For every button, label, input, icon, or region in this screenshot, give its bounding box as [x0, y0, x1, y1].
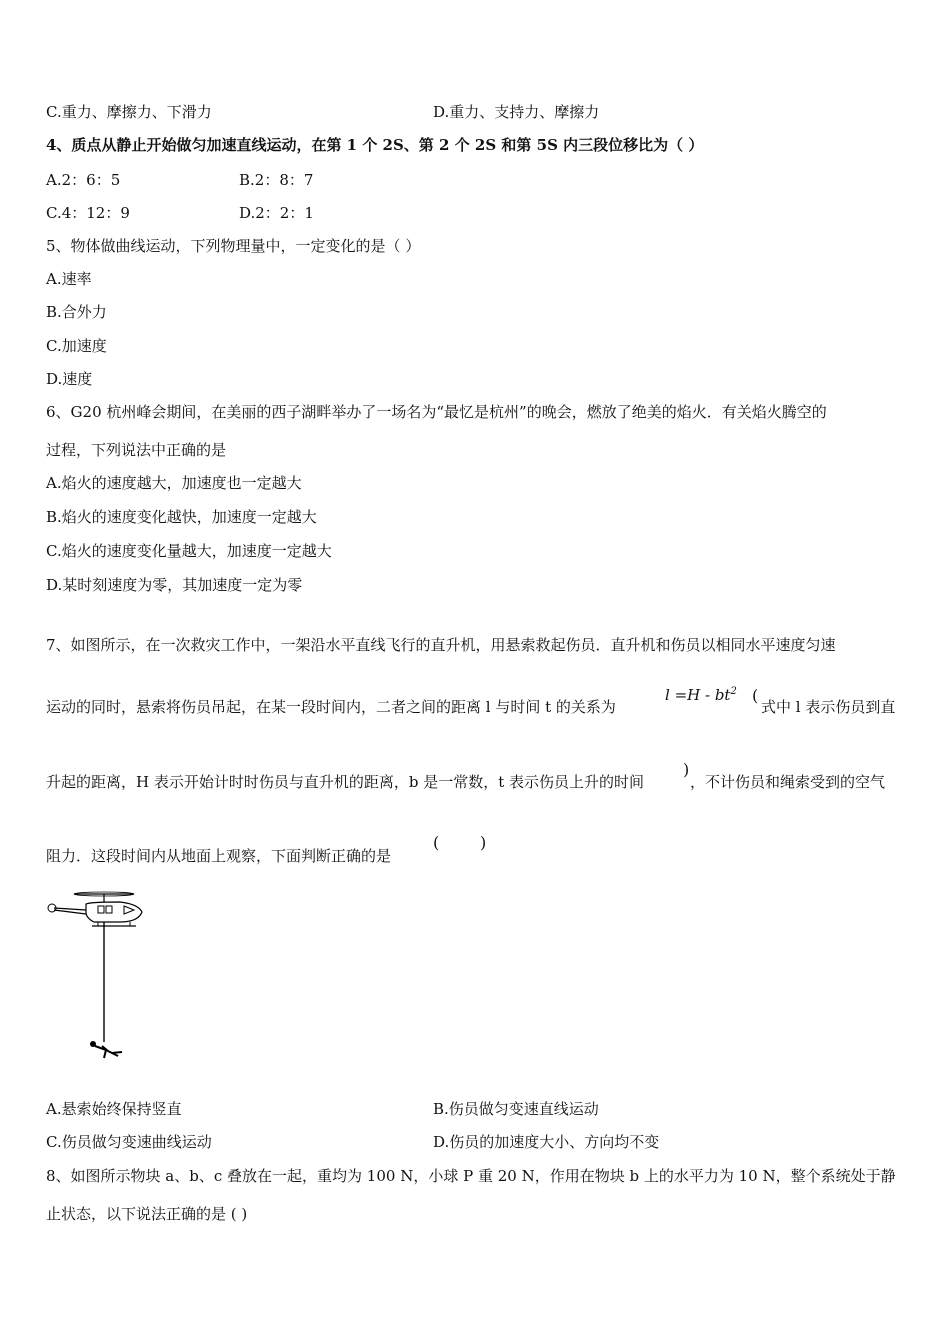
q7-line3a: 升起的距离，H 表示开始计时时伤员与直升机的距离，b 是一常数，t 表示伤员上升的时间 — [46, 773, 645, 791]
q6-option-b: B.焰火的速度变化越快，加速度一定越大 — [46, 508, 317, 526]
q6-stem-line1: 6、G20 杭州峰会期间，在美丽的西子湖畔举办了一场名为“最忆是杭州”的晚会，燃放了绝美的焰火．有关焰火腾空的 — [46, 403, 827, 421]
q8-line2: 止状态，以下说法正确的是 ( ) — [46, 1205, 248, 1223]
q5-stem: 5、物体做曲线运动，下列物理量中，一定变化的是（ ） — [46, 237, 421, 255]
q7-answer-paren-open: ( — [433, 833, 440, 852]
q7-formula-paren-close: ) — [683, 760, 690, 779]
q7-formula-paren-open: ( — [752, 686, 759, 705]
q5-option-d: D.速度 — [46, 370, 93, 388]
q7-option-d: D.伤员的加速度大小、方向均不变 — [433, 1133, 660, 1151]
q7-formula — [665, 686, 737, 704]
q3-option-c: C.重力、摩擦力、下滑力 — [46, 103, 212, 121]
q4-option-c: C.4：12：9 — [46, 204, 130, 222]
q7-option-b: B.伤员做匀变速直线运动 — [433, 1100, 599, 1118]
q4-option-a: A.2：6：5 — [46, 171, 121, 189]
q4-option-d: D.2：2：1 — [239, 204, 314, 222]
q6-option-c: C.焰火的速度变化量越大，加速度一定越大 — [46, 542, 332, 560]
q7-line1: 7、如图所示，在一次救灾工作中，一架沿水平直线飞行的直升机，用悬索救起伤员．直升机和伤员以相同水平速度匀速 — [46, 636, 836, 654]
helicopter-cockpit — [124, 906, 134, 914]
q6-option-d: D.某时刻速度为零，其加速度一定为零 — [46, 576, 303, 594]
q4-option-b: B.2：8：7 — [239, 171, 314, 189]
injured-person-body — [95, 1046, 122, 1058]
q4-stem: 4、质点从静止开始做匀加速直线运动，在第 1 个 2S、第 2 个 2S 和第 5S 内三段位移比为（ ） — [46, 136, 704, 154]
q5-option-b: B.合外力 — [46, 303, 107, 321]
q5-option-c: C.加速度 — [46, 337, 107, 355]
q8-line1: 8、如图所示物块 a、b、c 叠放在一起，重均为 100 N，小球 P 重 20 N，作用在物块 b 上的水平力为 10 N，整个系统处于静 — [46, 1167, 896, 1185]
q7-option-a: A.悬索始终保持竖直 — [46, 1100, 182, 1118]
q7-formula-text: l =H - bt — [665, 686, 731, 704]
helicopter-body — [86, 902, 142, 922]
q7-line3b: ，不计伤员和绳索受到的空气 — [690, 773, 886, 791]
helicopter-rescue-figure — [46, 888, 156, 1068]
helicopter-tail — [54, 908, 86, 910]
helicopter-window — [98, 906, 104, 913]
q3-option-d: D.重力、支持力、摩擦力 — [433, 103, 600, 121]
q7-line2b: 式中 l 表示伤员到直 — [761, 698, 896, 716]
q6-stem-line2: 过程，下列说法中正确的是 — [46, 441, 227, 459]
q6-option-a: A.焰火的速度越大，加速度也一定越大 — [46, 474, 302, 492]
q7-answer-paren-close: ) — [480, 833, 487, 852]
helicopter-window — [106, 906, 112, 913]
q5-option-a: A.速率 — [46, 270, 92, 288]
q7-line4: 阻力．这段时间内从地面上观察，下面判断正确的是 — [46, 847, 392, 865]
q7-line2a: 运动的同时，悬索将伤员吊起，在某一段时间内，二者之间的距离 l 与时间 t 的关系为 — [46, 698, 616, 716]
q7-option-c: C.伤员做匀变速曲线运动 — [46, 1133, 212, 1151]
q7-formula-exponent: 2 — [730, 686, 737, 697]
